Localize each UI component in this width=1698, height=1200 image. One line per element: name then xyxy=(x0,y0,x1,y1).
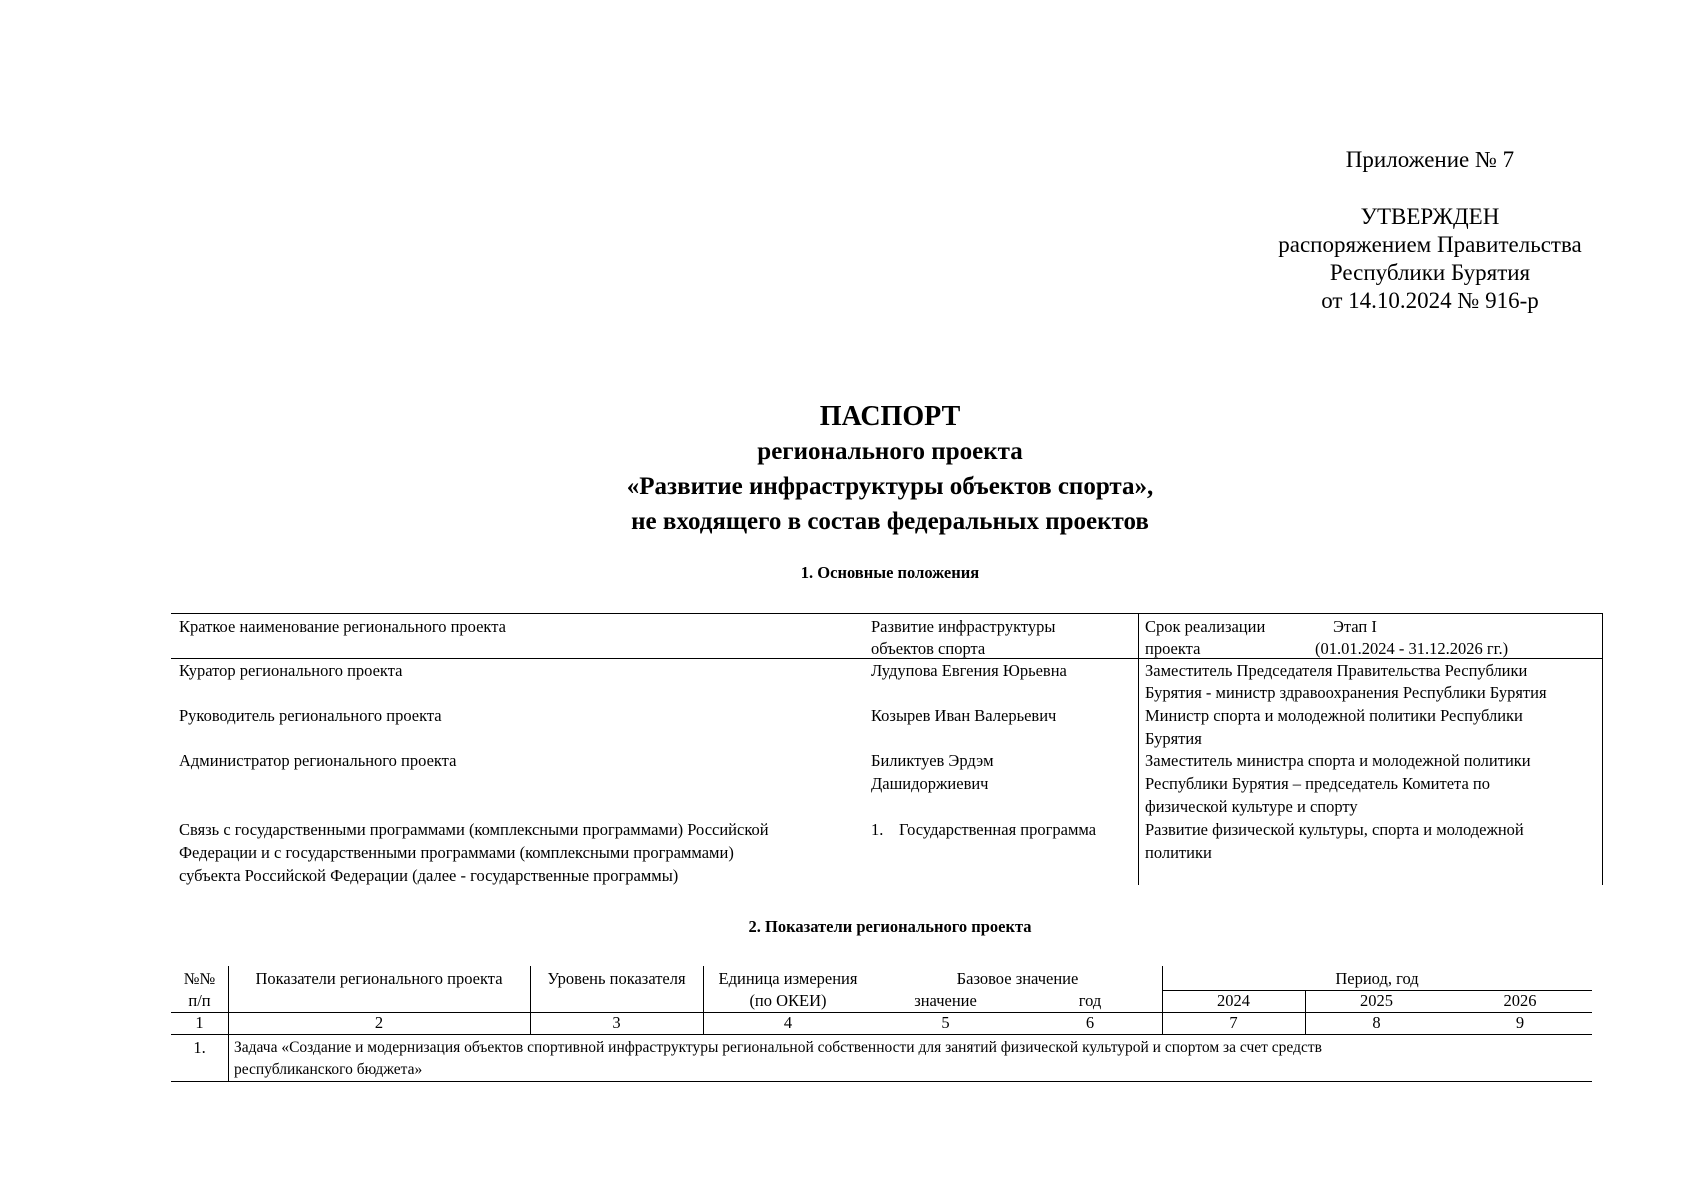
program-number: 1. xyxy=(871,820,884,839)
appendix-label: Приложение № 7 xyxy=(1345,147,1515,172)
head-name: Козырев Иван Валерьевич xyxy=(871,706,1057,725)
approval-order-date: от 14.10.2024 № 916-р xyxy=(1321,288,1539,313)
task-text-line1: Задача «Создание и модернизация объектов спортивной инфраструктуры региональной собственности для занятий физической культурой и спортом за счет средств xyxy=(234,1039,1322,1056)
section2-heading: 2. Показатели регионального проекта xyxy=(748,917,1032,936)
col-year-2024-header: 2024 xyxy=(1217,991,1250,1010)
approval-order-line1: распоряжением Правительства xyxy=(1278,232,1582,257)
col-number: 6 xyxy=(1085,1013,1095,1032)
col-num-header-line1: №№ xyxy=(183,969,216,988)
approval-order-line2: Республики Бурятия xyxy=(1329,260,1531,285)
administrator-label: Администратор регионального проекта xyxy=(179,751,457,770)
short-name-label: Краткое наименование регионального проекта xyxy=(179,617,506,636)
curator-name: Лудупова Евгения Юрьевна xyxy=(871,661,1067,680)
task-text-line2: республиканского бюджета» xyxy=(234,1061,423,1078)
stage-label: Этап I xyxy=(1333,617,1377,636)
col-number: 9 xyxy=(1515,1013,1525,1032)
col-number: 5 xyxy=(941,1013,950,1032)
curator-label: Куратор регионального проекта xyxy=(179,661,403,680)
administrator-position-line1: Заместитель министра спорта и молодежной политики xyxy=(1145,751,1531,770)
head-label: Руководитель регионального проекта xyxy=(179,706,442,725)
col-year-2025-header: 2025 xyxy=(1360,991,1393,1010)
col-period-header: Период, год xyxy=(1335,969,1419,988)
stage-dates: (01.01.2024 - 31.12.2026 гг.) xyxy=(1315,639,1509,658)
administrator-position-line2: Республики Бурятия – председатель Комитета по xyxy=(1145,774,1490,793)
term-label-line2: проекта xyxy=(1145,639,1201,658)
document-subtitle-line3: «Развитие инфраструктуры объектов спорта», xyxy=(626,473,1154,500)
approved-label: УТВЕРЖДЕН xyxy=(1360,204,1500,229)
head-position-line1: Министр спорта и молодежной политики Республики xyxy=(1145,706,1523,725)
col-base-value-header: значение xyxy=(914,991,977,1010)
col-base-year-header: год xyxy=(1078,991,1102,1010)
short-name-value-line2: объектов спорта xyxy=(871,639,986,658)
short-name-value-line1: Развитие инфраструктуры xyxy=(871,617,1056,636)
administrator-name-line2: Дашидоржиевич xyxy=(871,774,989,793)
programs-label-line2: Федерации и с государственными программами (комплексными программами) xyxy=(179,843,734,862)
col-number: 8 xyxy=(1372,1013,1381,1032)
col-number: 2 xyxy=(374,1013,384,1032)
col-number: 4 xyxy=(783,1013,793,1032)
program-name: Государственная программа xyxy=(899,820,1097,839)
col-num-header-line2: п/п xyxy=(188,991,211,1010)
col-number: 7 xyxy=(1229,1013,1238,1032)
curator-position-line2: Бурятия - министр здравоохранения Республики Бурятия xyxy=(1145,683,1547,702)
col-base-header: Базовое значение xyxy=(956,969,1079,988)
col-unit-header-line2: (по ОКЕИ) xyxy=(749,991,827,1010)
head-position-line2: Бурятия xyxy=(1145,729,1202,748)
program-title-line1: Развитие физической культуры, спорта и молодежной xyxy=(1145,820,1524,839)
col-number: 3 xyxy=(612,1013,621,1032)
col-unit-header-line1: Единица измерения xyxy=(718,969,858,988)
curator-position-line1: Заместитель Председателя Правительства Республики xyxy=(1145,661,1528,680)
administrator-position-line3: физической культуре и спорту xyxy=(1145,797,1358,816)
col-level-header: Уровень показателя xyxy=(547,969,686,988)
col-indicator-header: Показатели регионального проекта xyxy=(255,969,503,988)
document-title: ПАСПОРТ xyxy=(819,401,961,432)
document-subtitle-line4: не входящего в состав федеральных проектов xyxy=(631,508,1149,535)
document-subtitle-line2: регионального проекта xyxy=(757,438,1023,465)
programs-label-line3: субъекта Российской Федерации (далее - государственные программы) xyxy=(179,866,679,885)
col-number: 1 xyxy=(195,1013,204,1032)
col-year-2026-header: 2026 xyxy=(1503,991,1537,1010)
administrator-name-line1: Биликтуев Эрдэм xyxy=(871,751,994,770)
program-title-line2: политики xyxy=(1145,843,1212,862)
task-number: 1. xyxy=(193,1038,206,1057)
section1-heading: 1. Основные положения xyxy=(800,563,980,582)
term-label-line1: Срок реализации xyxy=(1145,617,1266,636)
programs-label-line1: Связь с государственными программами (комплексными программами) Российской xyxy=(179,820,769,839)
